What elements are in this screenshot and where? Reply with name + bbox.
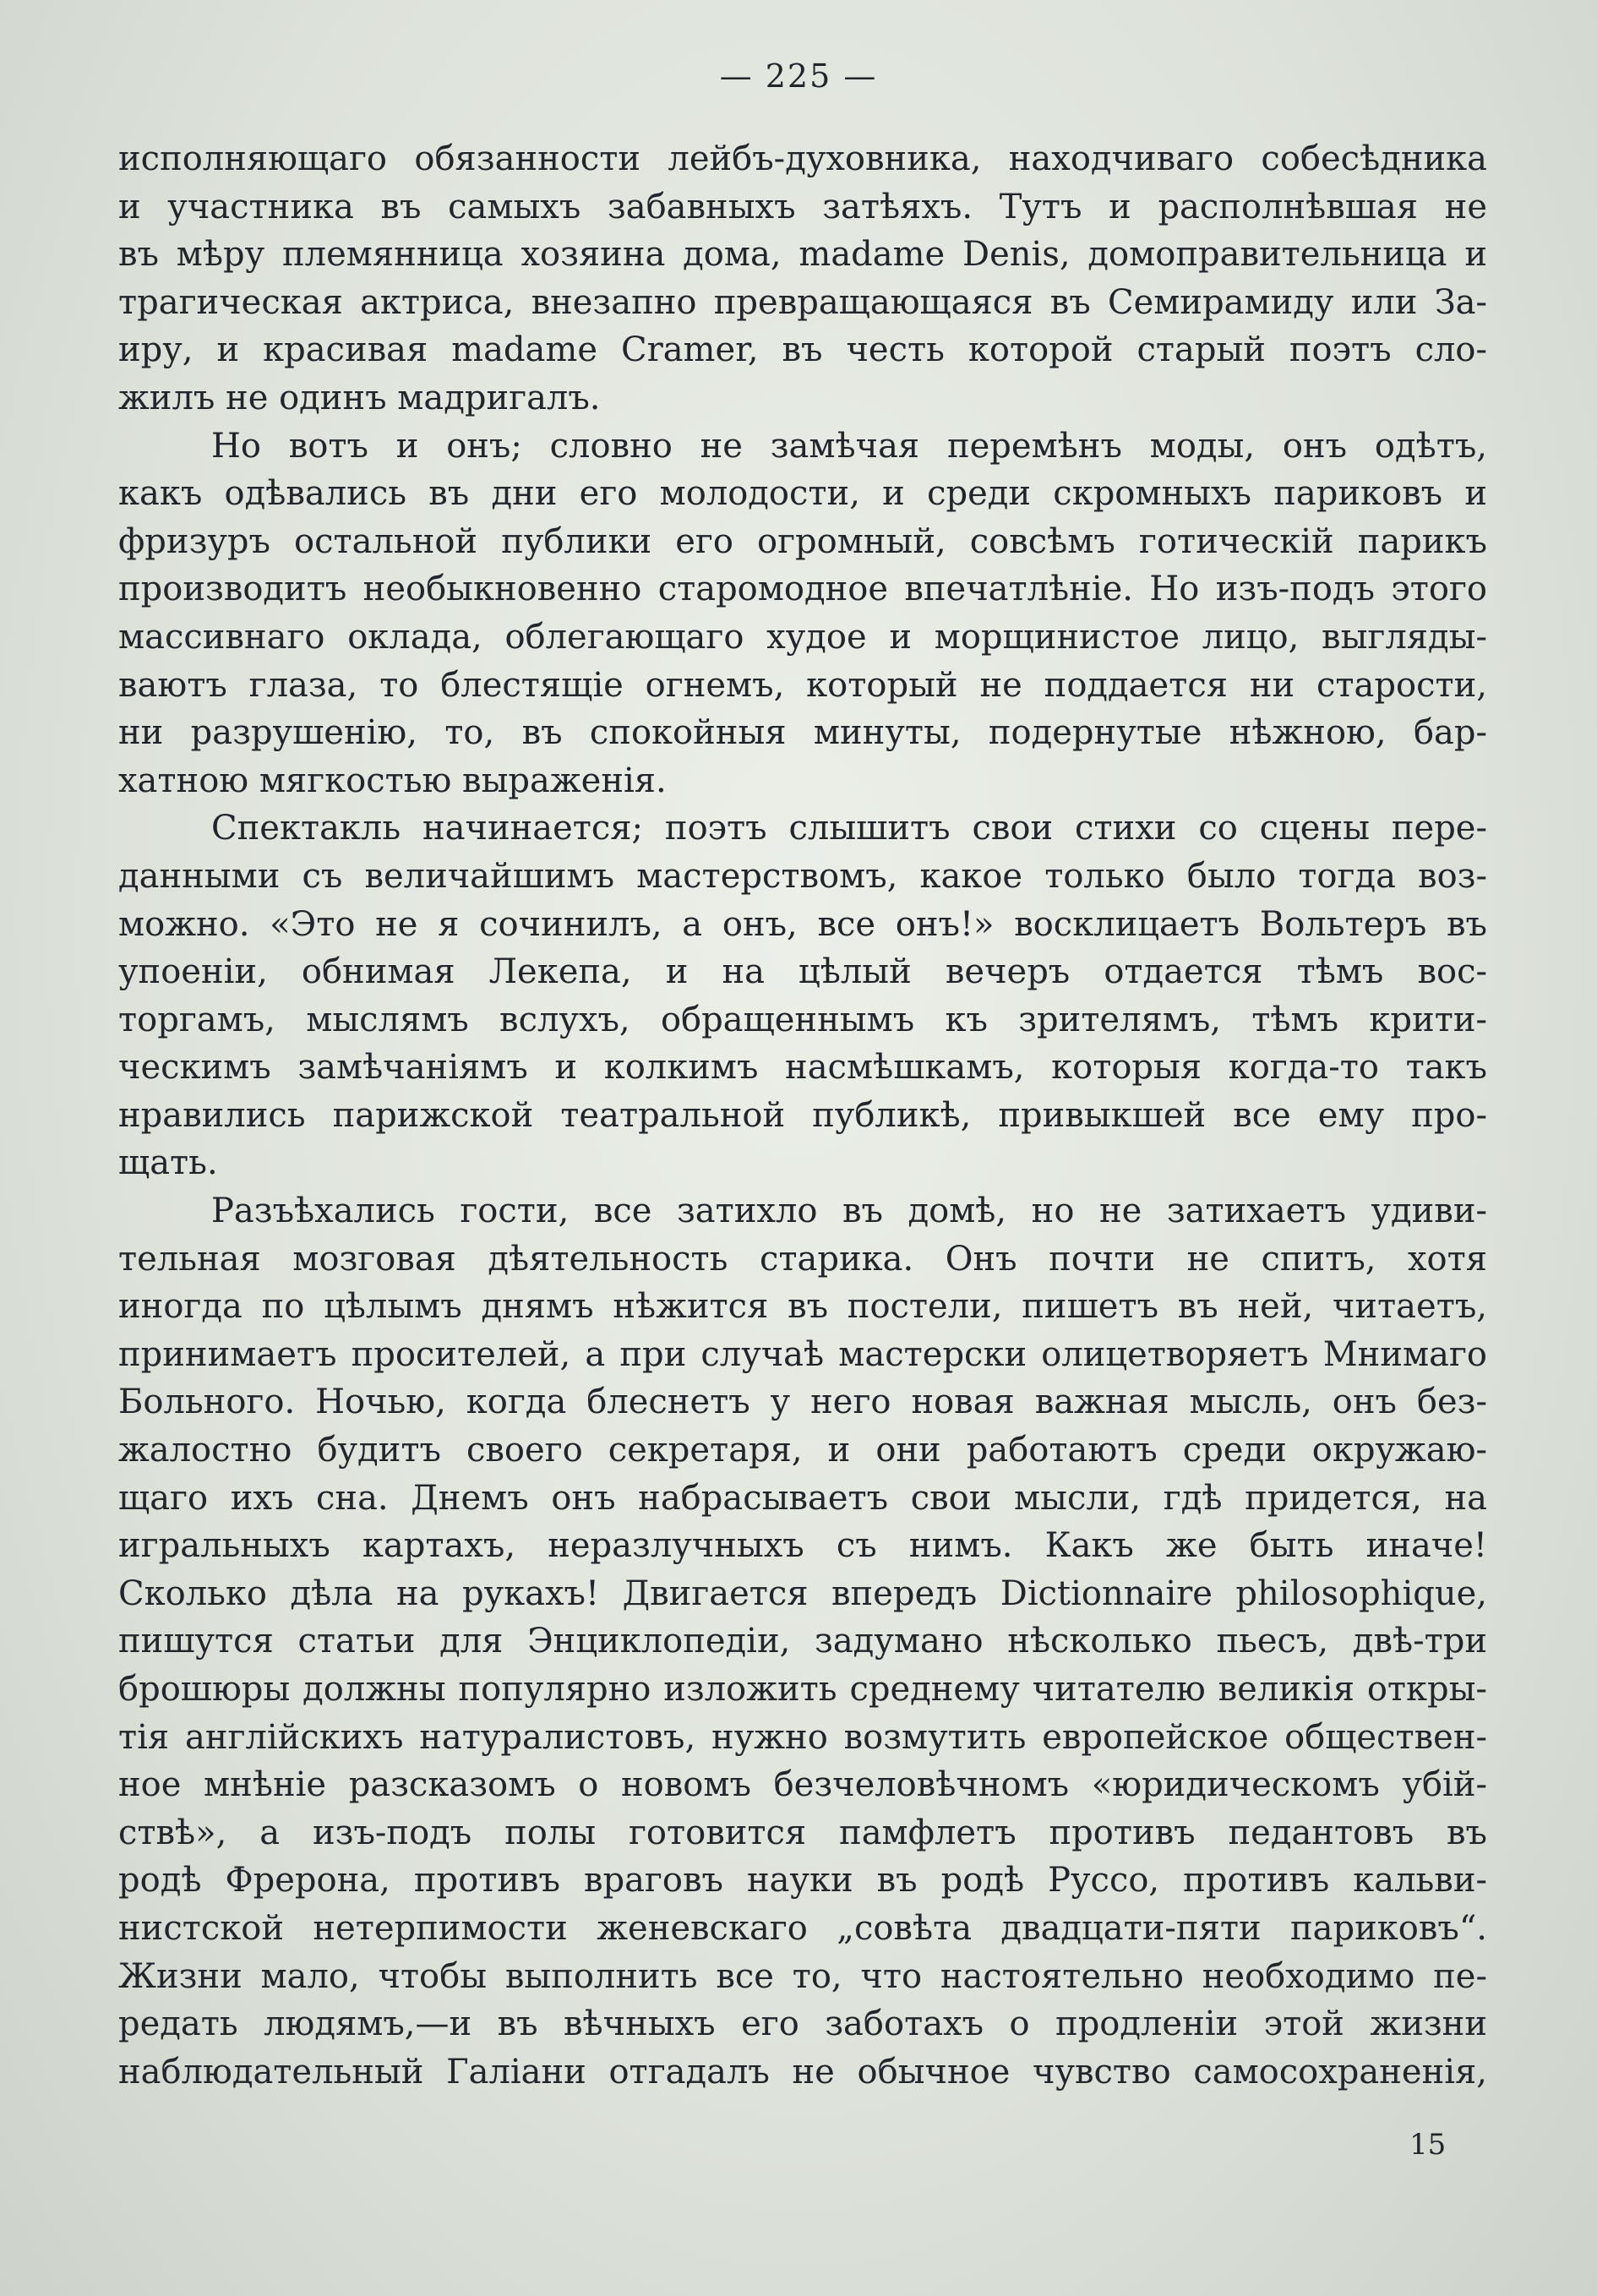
text-line: какъ одѣвались въ дни его молодости, и среди скромныхъ париковъ и: [118, 474, 1487, 514]
text-line: производитъ необыкновенно старомодное впечатлѣніе. Но изъ-подъ этого: [118, 570, 1487, 609]
paragraph: [118, 804, 1487, 1187]
text-line: можно. «Это не я сочинилъ, а онъ, все онъ!» восклицаетъ Вольтеръ въ: [118, 904, 1487, 944]
text-line: щаго ихъ сна. Днемъ онъ набрасываетъ свои мысли, гдѣ придется, на: [118, 1478, 1487, 1518]
text-line: наблюдательный Галіани отгадалъ не обычное чувство самосохраненія,: [118, 2052, 1487, 2091]
text-line: жалостно будитъ своего секретаря, и они работаютъ среди окружаю-: [118, 1431, 1487, 1470]
text-line: тія англійскихъ натуралистовъ, нужно возмутить европейское обществен-: [118, 1717, 1487, 1757]
text-line: ствѣ», а изъ-подъ полы готовится памфлетъ противъ педантовъ въ: [118, 1813, 1487, 1852]
text-line: упоеніи, обнимая Лекепа, и на цѣлый вечеръ отдается тѣмъ вос-: [118, 952, 1487, 992]
text-line: хатною мягкостью выраженія.: [118, 761, 667, 800]
text-line: ни разрушенію, то, въ спокойныя минуты, подернутые нѣжною, бар-: [118, 713, 1487, 753]
text-line: тельная мозговая дѣятельность старика. Онъ почти не спитъ, хотя: [118, 1239, 1487, 1279]
text-line: иногда по цѣлымъ днямъ нѣжится въ постели, пишетъ въ ней, читаетъ,: [118, 1287, 1487, 1327]
text-line: родѣ Фрерона, противъ враговъ науки въ родѣ Руссо, противъ кальви-: [118, 1861, 1487, 1901]
text-line: данными съ величайшимъ мастерствомъ, какое только было тогда воз-: [118, 856, 1487, 896]
text-line: ческимъ замѣчаніямъ и колкимъ насмѣшкамъ, которыя когда-то такъ: [118, 1048, 1487, 1088]
text-line: пишутся статьи для Энциклопедіи, задумано нѣсколько пьесъ, двѣ-три: [118, 1622, 1487, 1661]
text-line: редать людямъ,—и въ вѣчныхъ его заботахъ о продленіи этой жизни: [118, 2004, 1487, 2044]
text-line: брошюры должны популярно изложить среднему читателю великія откры-: [118, 1670, 1487, 1709]
text-line: Сколько дѣла на рукахъ! Двигается впередъ Dictionnaire philosophique,: [118, 1573, 1487, 1613]
text-line: нравились парижской театральной публикѣ, привыкшей все ему про-: [118, 1095, 1487, 1135]
text-line: трагическая актриса, внезапно превращающаяся въ Семирамиду или За-: [118, 282, 1487, 322]
text-line: исполняющаго обязанности лейбъ-духовника, находчиваго собесѣдника: [118, 139, 1487, 178]
text-line: въ мѣру племянница хозяина дома, madame Denis, домоправительница и: [118, 235, 1487, 275]
text-line: щать.: [118, 1143, 218, 1183]
paragraph: [118, 135, 1487, 423]
paragraph: [118, 423, 1487, 805]
text-line: нистской нетерпимости женевскаго „совѣта двадцати-пяти париковъ“.: [118, 1908, 1487, 1948]
page-number: — 225 —: [719, 57, 878, 95]
text-line: Разъѣхались гости, все затихло въ домѣ, но не затихаетъ удиви-: [211, 1192, 1487, 1231]
text-line: ваютъ глаза, то блестящіе огнемъ, который не поддается ни старости,: [118, 665, 1487, 705]
text-line: принимаетъ просителей, а при случаѣ мастерски олицетворяетъ Мнимаго: [118, 1334, 1487, 1374]
text-line: торгамъ, мыслямъ вслухъ, обращеннымъ къ зрителямъ, тѣмъ крити-: [118, 1000, 1487, 1039]
paragraph: [118, 1187, 1487, 2096]
text-line: иру, и красивая madame Cramer, въ честь которой старый поэтъ сло-: [118, 330, 1487, 370]
text-line: жилъ не одинъ мадригалъ.: [118, 378, 601, 417]
text-line: Спектакль начинается; поэтъ слышитъ свои стихи со сцены пере-: [211, 809, 1487, 848]
text-line: и участника въ самыхъ забавныхъ затѣяхъ. Тутъ и располнѣвшая не: [118, 187, 1487, 226]
text-line: Больного. Ночью, когда блеснетъ у него новая важная мысль, онъ без-: [118, 1383, 1487, 1422]
text-line: Но вотъ и онъ; словно не замѣчая перемѣнъ моды, онъ одѣтъ,: [211, 426, 1487, 466]
text-line: Жизни мало, чтобы выполнить все то, что настоятельно необходимо пе-: [118, 1956, 1487, 1996]
text-line: массивнаго оклада, облегающаго худое и морщинистое лицо, выгляды-: [118, 617, 1487, 657]
body-text: [118, 135, 1487, 2096]
text-line: ное мнѣніе разсказомъ о новомъ безчеловѣчномъ «юридическомъ убій-: [118, 1765, 1487, 1805]
text-line: фризуръ остальной публики его огромный, совсѣмъ готическій парикъ: [118, 521, 1487, 561]
signature-mark: 15: [1409, 2128, 1447, 2162]
text-line: игральныхъ картахъ, неразлучныхъ съ нимъ. Какъ же быть иначе!: [118, 1526, 1487, 1566]
